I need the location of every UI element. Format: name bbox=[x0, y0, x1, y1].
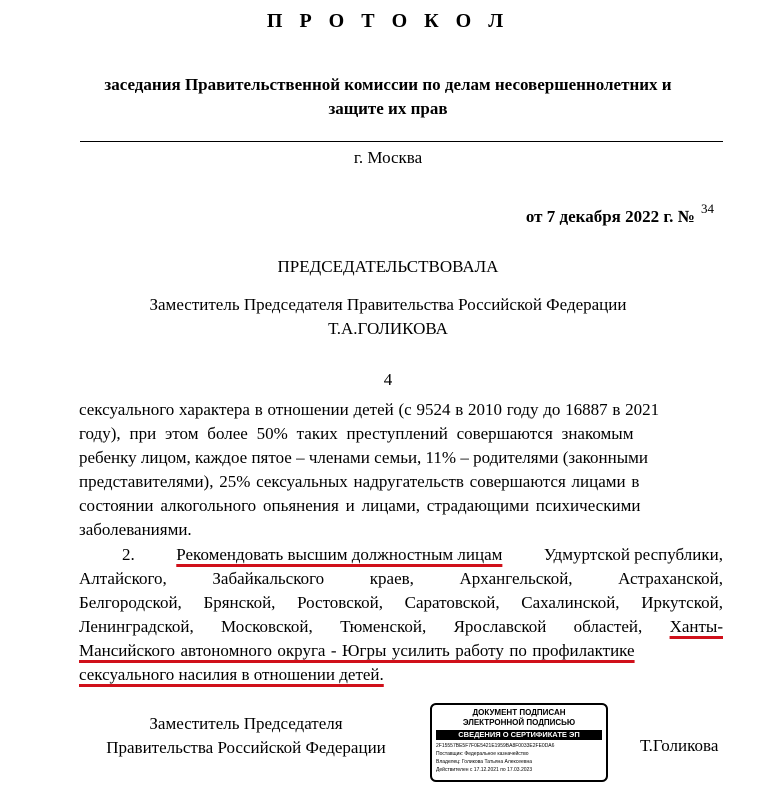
text-segment: Удмуртской республики, bbox=[543, 545, 723, 564]
highlighted-text: сексуального насилия в отношении детей. bbox=[79, 665, 384, 684]
region-word: краев, bbox=[369, 569, 414, 588]
text-line: году), при этом более 50% таких преступлений совершаются знакомым bbox=[79, 424, 634, 443]
region-word: Забайкальского bbox=[212, 569, 325, 588]
region-word: Тюменской, bbox=[340, 617, 427, 636]
region-word: областей, bbox=[573, 617, 643, 636]
text-line bbox=[79, 639, 723, 663]
chair-position: Заместитель Председателя Правительства Российской Федерации bbox=[149, 295, 627, 314]
stamp-owner: Владелец: Голикова Татьяна Алексеевна bbox=[436, 759, 533, 765]
highlighted-text: Мансийского автономного округа - Югры усилить работу по профилактике bbox=[79, 641, 635, 660]
stamp-certificate-bar: СВЕДЕНИЯ О СЕРТИФИКАТЕ ЭП bbox=[436, 730, 602, 740]
highlighted-text: Рекомендовать высшим должностным лицам bbox=[176, 545, 503, 564]
region-word: Иркутской, bbox=[641, 593, 723, 612]
stamp-heading-line: ЭЛЕКТРОННОЙ ПОДПИСЬЮ bbox=[462, 718, 576, 727]
text-line bbox=[79, 567, 723, 591]
signatory-position bbox=[96, 712, 396, 760]
region-word: Саратовской, bbox=[404, 593, 500, 612]
region-word: Белгородской, bbox=[79, 593, 182, 612]
stamp-issuer: Поставщик: Федеральное казначейство bbox=[436, 751, 529, 757]
text-line: заболеваниями. bbox=[79, 520, 192, 539]
chair-block bbox=[60, 293, 716, 341]
text-line bbox=[79, 591, 723, 615]
region-word: Астраханской, bbox=[618, 569, 723, 588]
text-line: ребенку лицом, каждое пятое – членами семьи, 11% – родителями (законными bbox=[79, 448, 649, 467]
subtitle-line: защите их прав bbox=[328, 99, 448, 118]
highlighted-text: Ханты- bbox=[669, 617, 723, 636]
text-line bbox=[79, 663, 723, 687]
signatory-position-line: Заместитель Председателя bbox=[149, 714, 343, 733]
text-line: представителями), 25% сексуальных надругательств совершаются лицами в bbox=[79, 472, 640, 491]
city: г. Москва bbox=[353, 148, 423, 167]
region-word: Сахалинской, bbox=[521, 593, 620, 612]
chair-heading: ПРЕДСЕДАТЕЛЬСТВОВАЛА bbox=[277, 257, 499, 276]
text-line: сексуального характера в отношении детей (с 9524 в 2010 году до 16887 в 2021 bbox=[79, 400, 660, 419]
paragraph-number: 2. bbox=[122, 545, 135, 564]
document-title: П Р О Т О К О Л bbox=[266, 10, 510, 32]
electronic-signature-stamp bbox=[430, 703, 608, 782]
region-word: Ростовской, bbox=[297, 593, 383, 612]
document-subtitle bbox=[60, 73, 716, 121]
page-number: 4 bbox=[383, 370, 393, 389]
date-text: от 7 декабря 2022 г. № bbox=[525, 207, 695, 226]
region-word: Ярославской bbox=[453, 617, 547, 636]
region-word: Московской, bbox=[221, 617, 313, 636]
header-divider bbox=[80, 141, 723, 142]
region-word: Архангельской, bbox=[459, 569, 573, 588]
signatory-position-line: Правительства Российской Федерации bbox=[106, 738, 386, 757]
region-word: Брянской, bbox=[203, 593, 276, 612]
chair-name: Т.А.ГОЛИКОВА bbox=[328, 319, 448, 338]
subtitle-line: заседания Правительственной комиссии по делам несовершеннолетних и bbox=[104, 75, 672, 94]
text-line bbox=[79, 615, 723, 639]
stamp-serial: 2F15557BE5F7F0E5421E1959BA8F0033E2FE0DA6 bbox=[436, 743, 555, 749]
text-line bbox=[122, 543, 723, 567]
protocol-date bbox=[526, 201, 714, 227]
stamp-heading-line: ДОКУМЕНТ ПОДПИСАН bbox=[472, 708, 566, 717]
region-word: Алтайского, bbox=[79, 569, 167, 588]
stamp-heading bbox=[432, 708, 606, 728]
protocol-number: 34 bbox=[701, 201, 714, 216]
signatory-name: Т.Голикова bbox=[640, 736, 719, 755]
stamp-validity: Действителен с 17.12.2021 по 17.03.2023 bbox=[436, 767, 533, 773]
text-line: состоянии алкогольного опьянения и лицами, страдающими психическими bbox=[79, 496, 641, 515]
region-word: Ленинградской, bbox=[79, 617, 194, 636]
